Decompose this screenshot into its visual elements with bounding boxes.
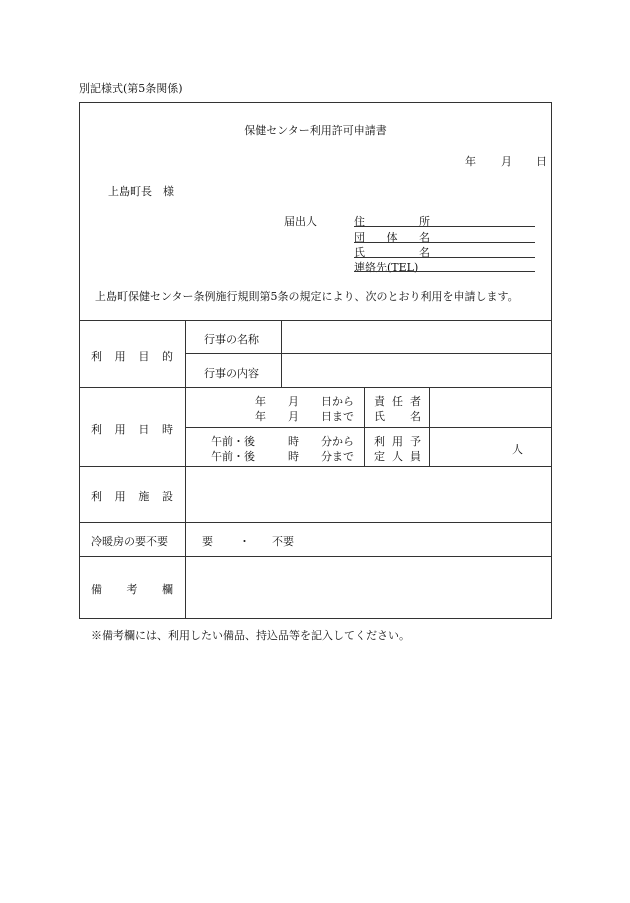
date-day-label: 日 <box>536 155 547 168</box>
aircon-option-no[interactable]: 不要 <box>272 535 294 548</box>
address-field-label: 住 所 <box>354 215 430 228</box>
applicant-label: 届出人 <box>284 215 317 228</box>
table-rule-facility-bottom <box>79 522 552 523</box>
attendees-unit-label: 人 <box>512 443 523 456</box>
aircon-option-yes[interactable]: 要 <box>202 535 213 548</box>
organization-field-label: 団 体 名 <box>354 231 430 244</box>
remarks-input[interactable] <box>186 557 551 617</box>
table-rule-datetime-mid <box>185 427 552 428</box>
contact-field-label: 連絡先(TEL) <box>354 261 419 274</box>
address-field-line[interactable] <box>354 226 535 227</box>
purpose-row-label: 利 用 目 的 <box>91 350 173 363</box>
addressee: 上島町長 様 <box>108 185 174 198</box>
contact-field-line[interactable] <box>354 271 535 272</box>
application-statement: 上島町保健センター条例施行規則第5条の規定により、次のとおり利用を申請します。 <box>95 290 519 303</box>
footnote: ※備考欄には、利用したい備品、持込品等を記入してください。 <box>91 629 410 642</box>
table-rule-datetime-column <box>364 387 365 466</box>
form-title: 保健センター利用許可申請書 <box>244 124 387 137</box>
event-name-input[interactable] <box>282 321 551 352</box>
date-from-text[interactable]: 年 月 日から <box>255 395 354 408</box>
facility-row-label: 利 用 施 設 <box>91 490 173 503</box>
name-field-line[interactable] <box>354 257 535 258</box>
responsible-person-label-line2: 氏 名 <box>374 410 421 423</box>
event-name-label: 行事の名称 <box>204 333 259 346</box>
date-year-label: 年 <box>465 155 476 168</box>
date-to-text[interactable]: 年 月 日まで <box>255 410 354 423</box>
event-content-label: 行事の内容 <box>204 367 259 380</box>
datetime-row-label: 利 用 日 時 <box>91 423 173 436</box>
responsible-person-label-line1: 責 任 者 <box>374 395 421 408</box>
date-month-label: 月 <box>501 155 512 168</box>
aircon-row-label: 冷暖房の要不要 <box>91 535 168 548</box>
organization-field-line[interactable] <box>354 242 535 243</box>
aircon-option-separator: ・ <box>239 535 250 548</box>
name-field-label: 氏 名 <box>354 246 430 259</box>
responsible-person-input[interactable] <box>430 388 551 426</box>
form-style-label: 別記様式(第5条関係) <box>79 82 183 95</box>
facility-input[interactable] <box>186 467 551 521</box>
remarks-row-label: 備 考 欄 <box>91 583 173 596</box>
planned-attendees-label-line2: 定 人 員 <box>374 450 421 463</box>
planned-attendees-label-line1: 利 用 予 <box>374 435 421 448</box>
event-content-input[interactable] <box>282 354 551 386</box>
time-from-text[interactable]: 午前・後 時 分から <box>211 435 354 448</box>
time-to-text[interactable]: 午前・後 時 分まで <box>211 450 354 463</box>
